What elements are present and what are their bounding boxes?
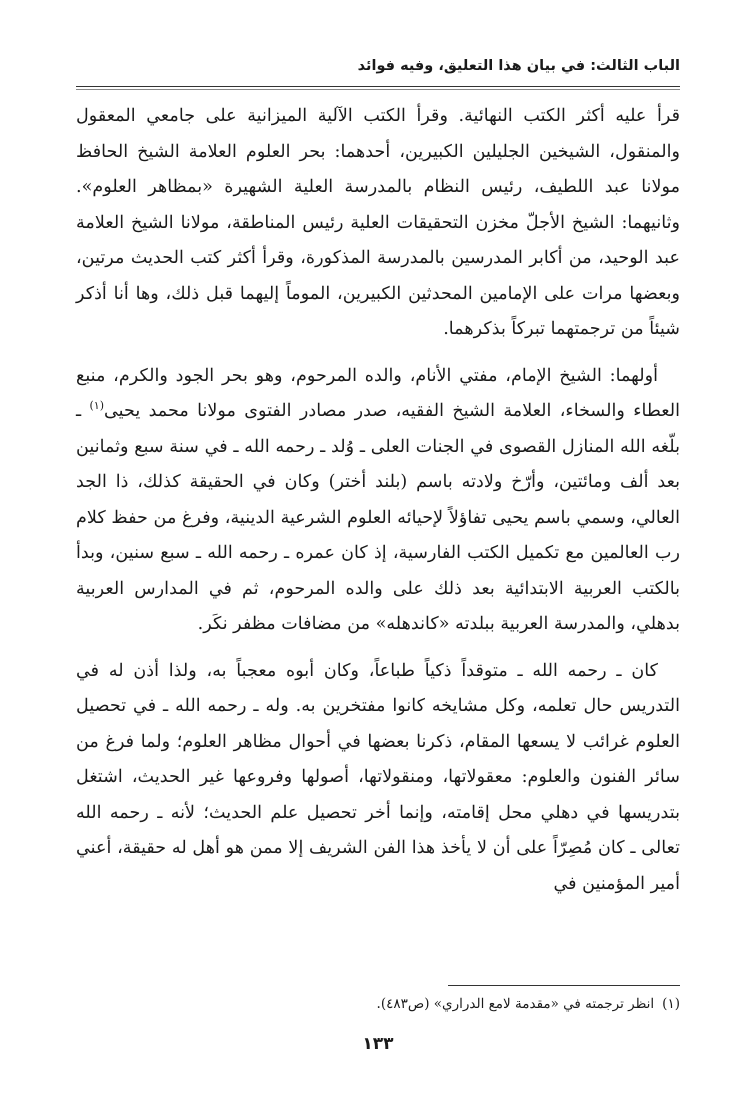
book-page (76, 0, 680, 1096)
footnote-rule (448, 985, 680, 986)
page-number: ١٣٣ (362, 1034, 394, 1054)
paragraph-2-text-b: ـ بلّغه الله المنازل القصوى في الجنات العلى ـ وُلد ـ رحمه الله ـ في سنة سبع وثمانين بعد ألف ومائتين، وأرّخ ولادته باسم (بلند أختر) وكان في الحقيقة كذلك، ذا الجد العالي، وسمي باسم يحيى تفاؤلاً لإحيائه العلوم الشرعية الدينية، وفرغ من حفظ كلام رب العالمين مع تكميل الكتب الفارسية، إذ كان عمره ـ رحمه الله ـ سبع سنين، وبدأ بالكتب العربية الابتدائية بعد ذلك على والده المرحوم، ثم في المدارس العربية بدهلي، والمدرسة العربية ببلدته «كاندهله» من مضافات مظفر نكَر. (76, 401, 680, 634)
footnote-number: (١) (662, 996, 680, 1012)
body-text (76, 99, 680, 913)
paragraph-2-text-a: أولهما: الشيخ الإمام، مفتي الأنام، والده المرحوم، وهو بحر الجود والكرم، منبع العطاء والسخاء، العلامة الشيخ الفقيه، صدر مصادر الفتوى مولانا محمد يحيى (76, 365, 681, 421)
footnote-reference[interactable]: (١) (89, 399, 105, 413)
running-header: الباب الثالث: في بيان هذا التعليق، وفيه فوائد (357, 58, 680, 74)
footnote-text: انظر ترجمته في «مقدمة لامع الدراري» (ص٤٨٣). (376, 996, 655, 1012)
paragraph-1: قرأ عليه أكثر الكتب النهائية. وقرأ الكتب الآلية الميزانية على جامعي المعقول والمنقول، الشيخين الجليلين الكبيرين، أحدهما: بحر العلوم العلامة الشيخ الحافظ مولانا عبد اللطيف، رئيس النظام بالمدرسة العلية الشهيرة «بمظاهر العلوم». وثانيهما: الشيخ الأجلّ مخزن التحقيقات العلية رئيس المناطقة، مولانا الشيخ العلامة عبد الوحيد، من أكابر المدرسين بالمدرسة المذكورة، وقرأ أكثر كتب الحديث مرتين، وبعضها مرات على الإمامين المحدثين الكبيرين، الموماً إليهما قبل ذلك، وها أنا أذكر شيئاً من ترجمتهما تبركاً بذكرهما. (76, 106, 680, 339)
paragraph-2 (76, 359, 680, 643)
paragraph-3: كان ـ رحمه الله ـ متوقداً ذكياً طباعاً، وكان أبوه معجباً به، ولذا أذن له في التدريس حال تعلمه، وكل مشايخه كانوا مفتخرين به. وله ـ رحمه الله ـ في تحصيل العلوم غرائب لا يسعها المقام، ذكرنا بعضها في أحوال مظاهر العلوم؛ ولما فرغ من سائر الفنون والعلوم: معقولاتها، ومنقولاتها، أصولها وفروعها غير الحديث، اشتغل بتدريسها في دهلي محل إقامته، وإنما أخر تحصيل علم الحديث؛ لأنه ـ رحمه الله تعالى ـ كان مُصِرّاً على أن لا يأخذ هذا الفن الشريف إلا ممن هو أهل له حقيقة، أعني أمير المؤمنين في (76, 660, 680, 894)
header-rule-thin (76, 89, 680, 90)
footnote (76, 993, 680, 1015)
header-rule (76, 86, 680, 87)
